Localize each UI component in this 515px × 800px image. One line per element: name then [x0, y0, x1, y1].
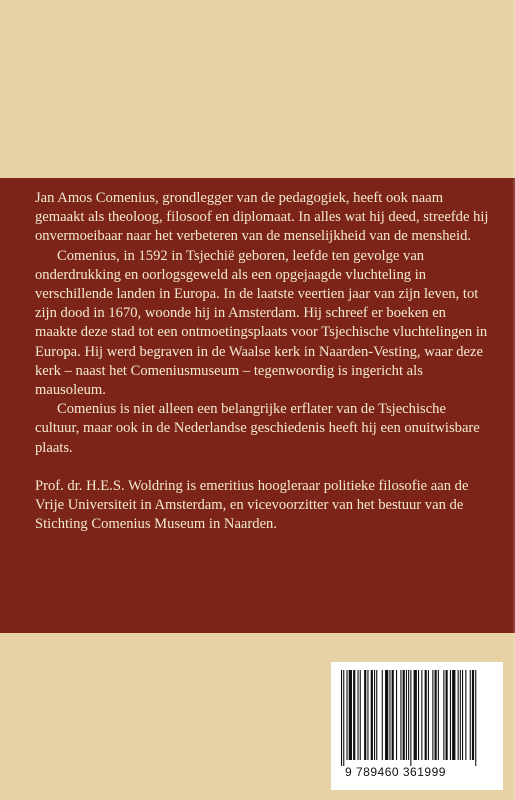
- barcode: [331, 662, 503, 790]
- blurb-paragraph-3: Comenius is niet alleen een belangrijke erflater van de Tsjechische cultuur, maar ook in de Nederlandse geschiedenis heeft hij een onuitwisbare plaats.: [35, 401, 480, 456]
- cover-top-band: [0, 0, 515, 178]
- barcode-bars: [341, 670, 493, 766]
- blurb-paragraph-2: Comenius, in 1592 in Tsjechië geboren, leefde ten gevolge van onderdrukking en oorlogsgeweld als een opgejaagde vluchteling in verschillende landen in Europa. In de laatste veertien jaar van zijn leven, tot zijn dood in 1670, woonde hij in Amsterdam. Hij schreef er boeken en maakte deze stad tot een ontmoetingsplaats voor Tsjechische vluchtelingen in Europa. Hij werd begraven in de Waalse kerk in Naarden-Vesting, waar deze kerk – naast het Comeniusmuseum – tegenwoordig is ingericht als mausoleum.: [35, 247, 488, 399]
- isbn-number: 9 789460 361999: [345, 765, 446, 779]
- author-bio: Prof. dr. H.E.S. Woldring is emeritius hoogleraar politieke filosofie aan de Vrije Universiteit in Amsterdam, en vicevoorzitter van het bestuur van de Stichting Comenius Museum in Naarden.: [35, 477, 469, 533]
- blurb-paragraph-1: Jan Amos Comenius, grondlegger van de pedagogiek, heeft ook naam gemaakt als theoloog, filosoof en diplomaat. In alles wat hij deed, streefde hij onvermoeibaar naar het verbeteren van de menselijkheid van de mensheid.: [35, 190, 489, 245]
- blurb-text: [35, 189, 490, 534]
